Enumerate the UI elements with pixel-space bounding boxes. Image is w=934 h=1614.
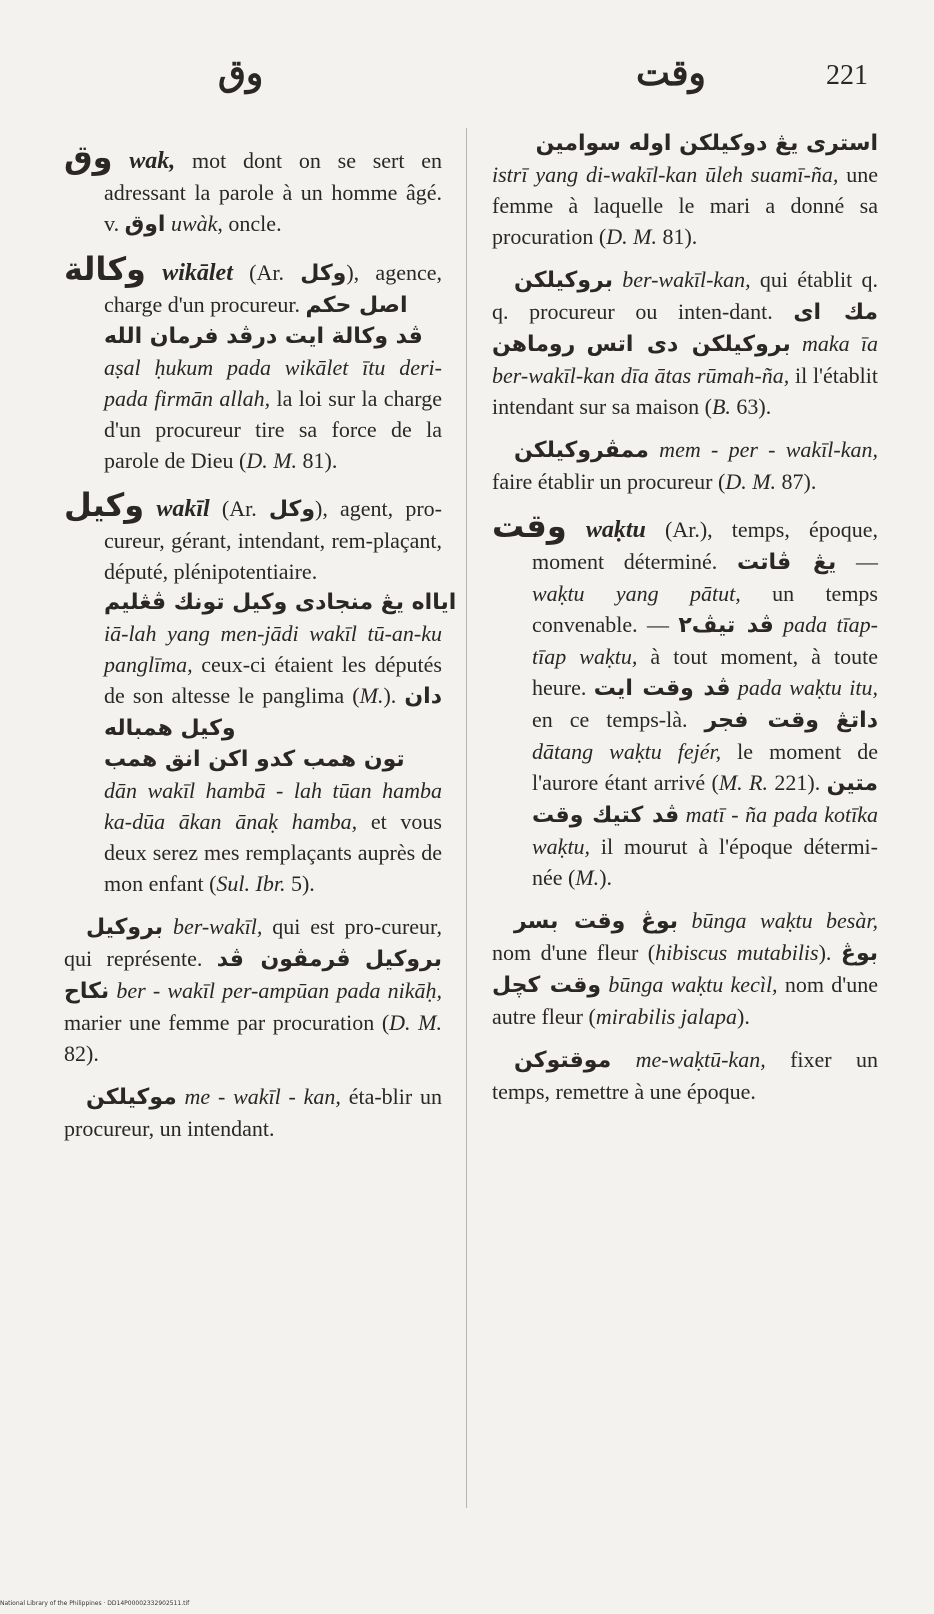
- reference: M.: [359, 683, 384, 708]
- definition: nom d'une autre fleur (: [492, 972, 878, 1029]
- arabic-text: ڤد تيڤ٢: [678, 613, 774, 638]
- subentry-arabic: بوڠ وقت بسر: [514, 909, 679, 934]
- headword-arabic: وق: [64, 138, 113, 176]
- definition: en ce temps-là.: [532, 707, 705, 732]
- transliteration: waḳtu yang pātut,: [532, 581, 741, 606]
- transliteration: ber - wakīl per-ampūan pada nikāḥ,: [109, 978, 442, 1003]
- entry-berwakilkan: [492, 264, 878, 422]
- arabic-text: وكل: [300, 261, 347, 286]
- definition: il mourut à l'époque détermi-née (: [532, 834, 878, 890]
- arabic-text: دان وكيل همباله: [104, 684, 443, 741]
- subentry-arabic: بروكيلكن: [514, 268, 613, 293]
- headword: wak,: [129, 148, 176, 174]
- subentry-arabic: بروكيل: [86, 915, 164, 940]
- headword-arabic: وكيل: [64, 486, 145, 524]
- entry-mewaktukan: [492, 1044, 878, 1107]
- arabic-line: تون همب كدو اكن انق همب: [104, 747, 405, 772]
- reference: D. M.: [389, 1010, 443, 1035]
- entry-mewakilkan: [64, 1081, 442, 1144]
- reference: 81).: [297, 448, 338, 473]
- definition: le moment de l'aurore étant arrivé (: [532, 739, 878, 795]
- reference: Sul. Ibr.: [216, 871, 286, 896]
- arabic-text: يڠ ڤاتت: [736, 550, 837, 575]
- transliteration: dātang waḳtu fejér,: [532, 739, 722, 764]
- running-head-left: وق: [218, 53, 264, 93]
- transliteration: pada tīap-tīap waḳtu,: [532, 612, 879, 669]
- headword-arabic: وكالة: [64, 250, 146, 288]
- definition: (Ar.: [209, 496, 269, 521]
- reference: B.: [711, 394, 731, 419]
- transliteration: aṣal ḥukum pada wikālet ītu deri-pada firmān allah,: [104, 355, 442, 411]
- definition: ).: [737, 1004, 750, 1029]
- definition: marier une femme par procuration (: [64, 1010, 390, 1035]
- entry-wikalet: [64, 250, 442, 476]
- transliteration: istrī yang di-wakīl-kan ūleh suamī-ña,: [492, 162, 839, 187]
- headword: wakīl: [156, 496, 210, 522]
- arabic-line: ايااه يڠ منجادى وكيل تونك ڤڠليم: [104, 590, 457, 615]
- definition: une femme à laquelle le mari a donné sa procuration (: [492, 162, 879, 249]
- entry-berwakil: [64, 911, 442, 1069]
- entry-istri-continued: [492, 128, 878, 252]
- headword-arabic: وقت: [492, 507, 567, 545]
- transliteration: pada waḳtu itu,: [730, 675, 878, 700]
- column-divider: [466, 128, 467, 1508]
- arabic-text: بوڠ وقت كچل: [492, 941, 879, 998]
- reference: 81).: [656, 224, 698, 249]
- arabic-text: مك اى بروكيلكن دى اتس: [586, 300, 878, 357]
- transliteration: mem - per - wakīl-kan,: [648, 437, 878, 462]
- transliteration: matī - ña pada kotīka waḳtu,: [532, 802, 878, 859]
- definition: il l'établit intendant sur sa maison (: [492, 363, 879, 419]
- scientific-name: hibiscus mutabilis: [655, 940, 819, 965]
- definition: la loi sur la charge d'un procureur tire sa force de la parole de Dieu (: [104, 386, 442, 473]
- reference: 87).: [776, 469, 817, 494]
- transliteration: būnga waḳtu besàr,: [678, 908, 878, 933]
- subentry-arabic: موكيلكن: [86, 1085, 177, 1110]
- transliteration: iā-lah yang men-jādi wakīl tū-an-ku panglīma,: [104, 621, 442, 677]
- definition: ).: [818, 940, 841, 965]
- arabic-text: اصل حكم: [305, 293, 408, 318]
- definition: à tout moment, à toute heure.: [532, 644, 878, 700]
- definition: mot dont on se sert en adressant la parole à un homme âgé. v.: [104, 148, 443, 236]
- definition: et vous deux serez mes remplaçants auprès de mon enfant (: [104, 809, 442, 896]
- entry-wak: [64, 138, 443, 240]
- arabic-text: ڤرمڤون ڤد نكاح: [64, 947, 351, 1004]
- arabic-text: روماهن: [492, 332, 576, 357]
- subentry-arabic: موقتوكن: [514, 1048, 612, 1073]
- running-head-right: وقت: [636, 53, 706, 93]
- headword: wikālet: [162, 260, 233, 286]
- reference: 82).: [64, 1041, 99, 1066]
- transliteration: ber-wakīl-kan,: [612, 267, 751, 292]
- reference: 221).: [768, 770, 827, 795]
- definition: qui établit q. q. procureur ou inten-dant.: [492, 267, 879, 324]
- definition: (Ar.: [232, 260, 301, 285]
- transliteration: uwàk: [170, 211, 218, 236]
- page-number: 221: [826, 60, 868, 91]
- definition: ceux-ci étaient les députés de son altesse le panglima (: [104, 652, 442, 708]
- arabic-text: متين ڤد كتيك وقت: [532, 771, 879, 828]
- transliteration: maka īa ber-wakīl-kan dīa ātas rūmah-ña,: [492, 331, 879, 388]
- reference: D. M.: [725, 469, 777, 494]
- entry-bunga-waktu: [492, 905, 878, 1032]
- reference: M.: [575, 865, 600, 890]
- definition: ), agent, pro-cureur, gérant, intendant, rem-plaçant, député, plénipotentiaire.: [104, 496, 443, 584]
- arabic-text: وكل: [268, 497, 315, 522]
- transliteration: būnga waḳtu kecìl,: [601, 972, 778, 997]
- definition: un temps convenable. —: [532, 581, 878, 637]
- arabic-text: ڤد وقت ايت: [593, 676, 731, 701]
- reference: 63).: [730, 394, 772, 419]
- reference: M. R.: [718, 770, 768, 795]
- entry-memperwakilkan: [492, 434, 878, 497]
- definition: qui est pro-cureur, qui représente.: [64, 914, 442, 971]
- left-column: [64, 128, 457, 1156]
- subentry-arabic: ممڤروكيلكن: [514, 438, 649, 463]
- definition: —: [836, 549, 879, 574]
- arabic-line: ڤد وكالة ايت درڤد فرمان الله: [104, 324, 423, 349]
- transliteration: dān wakīl hambā - lah tūan hamba ka-dūa ākan ānaḳ hamba,: [104, 778, 442, 834]
- transliteration: me-waḳtū-kan,: [611, 1047, 766, 1072]
- scan-footer: National Library of the Philippines · DD14P00002332902511.tif: [0, 1600, 190, 1607]
- entry-waktu: [492, 507, 879, 893]
- reference: D. M.: [246, 448, 298, 473]
- right-column: [492, 128, 878, 1119]
- arabic-text: داتڠ: [835, 708, 878, 733]
- definition: (Ar.), temps, époque, moment déterminé.: [532, 517, 879, 574]
- arabic-text: وقت فجر: [704, 708, 819, 733]
- definition: nom d'une fleur (: [492, 940, 656, 965]
- definition: , oncle.: [217, 211, 282, 236]
- scientific-name: mirabilis jalapa: [595, 1004, 738, 1029]
- definition: fixer un temps, remettre à une époque.: [492, 1047, 879, 1104]
- arabic-text: بروكيل: [364, 947, 442, 972]
- definition: ).: [383, 683, 405, 708]
- arabic-line: استرى يڠ دوكيلكن اوله سوامين: [535, 131, 878, 156]
- headword: waḳtu: [585, 517, 646, 543]
- entry-wakil: [64, 486, 457, 899]
- reference: D. M.: [606, 224, 657, 249]
- reference: 5).: [285, 871, 315, 896]
- definition: éta-blir un procureur, un intendant.: [64, 1084, 442, 1141]
- transliteration: me - wakīl - kan,: [176, 1084, 341, 1109]
- definition: ), agence, charge d'un procureur.: [104, 260, 442, 317]
- arabic-text: اوق: [124, 212, 166, 237]
- reference: ).: [599, 865, 613, 890]
- transliteration: ber-wakīl,: [163, 914, 263, 939]
- definition: faire établir un procureur (: [492, 469, 726, 494]
